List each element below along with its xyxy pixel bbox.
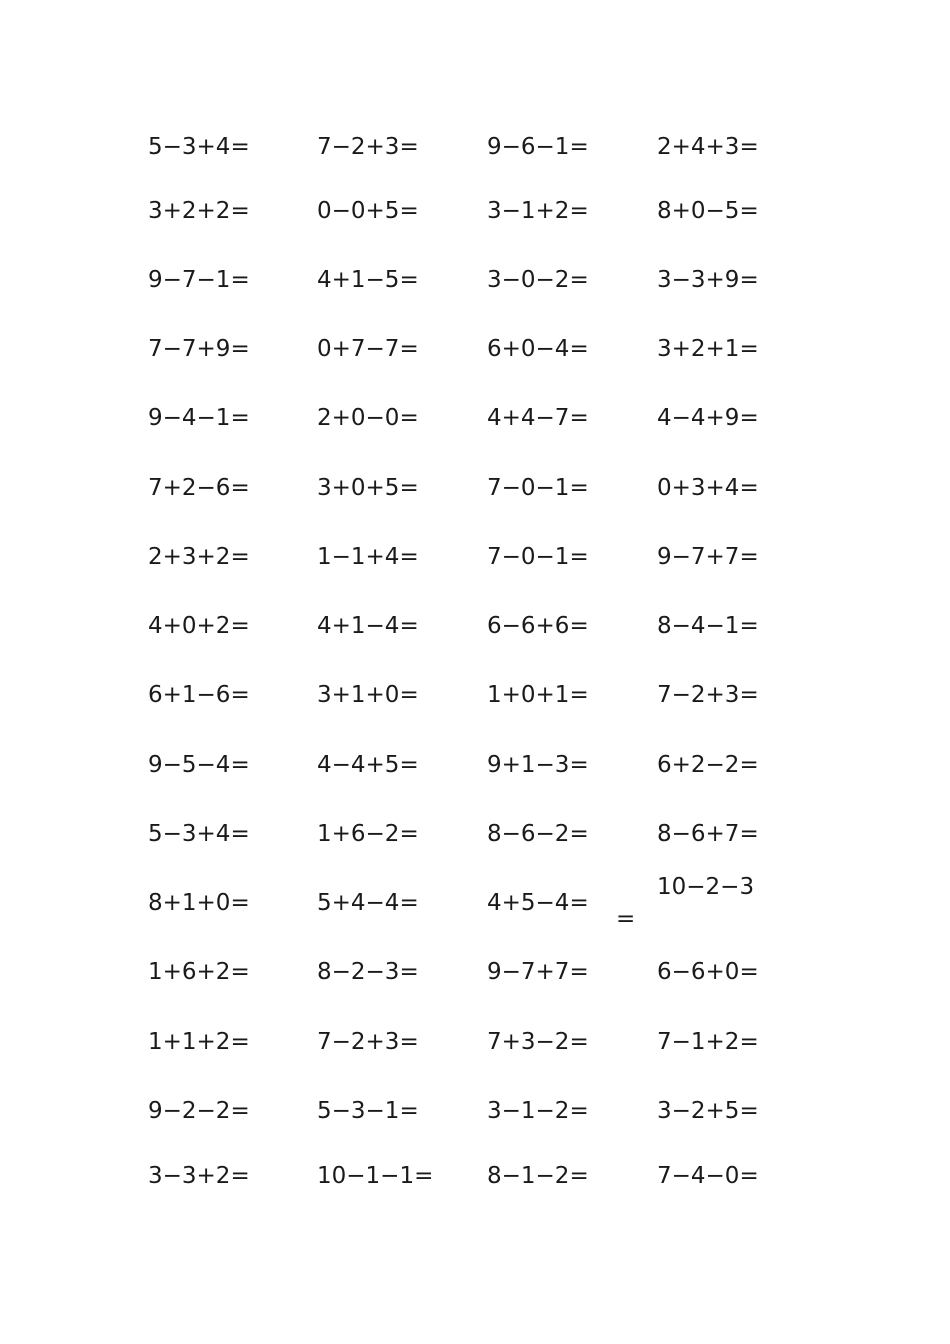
problem-r8-c3: 6−6+6= bbox=[487, 613, 589, 639]
problem-r14-c1: 1+1+2= bbox=[148, 1029, 250, 1055]
problem-r13-c3: 9−7+7= bbox=[487, 959, 589, 985]
problem-r13-c1: 1+6+2= bbox=[148, 959, 250, 985]
problem-r5-c4: 4−4+9= bbox=[657, 405, 759, 431]
problem-r3-c4: 3−3+9= bbox=[657, 267, 759, 293]
problem-r11-c1: 5−3+4= bbox=[148, 821, 250, 847]
problem-r7-c2: 1−1+4= bbox=[317, 544, 419, 570]
problem-r10-c4: 6+2−2= bbox=[657, 752, 759, 778]
problem-r11-c2: 1+6−2= bbox=[317, 821, 419, 847]
problem-r15-c2: 5−3−1= bbox=[317, 1098, 419, 1124]
problem-r16-c1: 3−3+2= bbox=[148, 1163, 250, 1189]
problem-r7-c1: 2+3+2= bbox=[148, 544, 250, 570]
problem-r12-c3: 4+5−4= bbox=[487, 890, 589, 916]
problem-r9-c1: 6+1−6= bbox=[148, 682, 250, 708]
problem-r1-c4: 2+4+3= bbox=[657, 134, 759, 160]
problem-r10-c1: 9−5−4= bbox=[148, 752, 250, 778]
problem-r11-c4: 8−6+7= bbox=[657, 821, 759, 847]
problem-r1-c3: 9−6−1= bbox=[487, 134, 589, 160]
problem-r6-c2: 3+0+5= bbox=[317, 475, 419, 501]
problem-r6-c3: 7−0−1= bbox=[487, 475, 589, 501]
problem-r15-c4: 3−2+5= bbox=[657, 1098, 759, 1124]
problem-r4-c1: 7−7+9= bbox=[148, 336, 250, 362]
problem-r15-c1: 9−2−2= bbox=[148, 1098, 250, 1124]
problem-r6-c4: 0+3+4= bbox=[657, 475, 759, 501]
problem-r5-c1: 9−4−1= bbox=[148, 405, 250, 431]
problem-r13-c4: 6−6+0= bbox=[657, 959, 759, 985]
problem-r8-c4: 8−4−1= bbox=[657, 613, 759, 639]
problem-r16-c2: 10−1−1= bbox=[317, 1163, 434, 1189]
problem-r2-c1: 3+2+2= bbox=[148, 198, 250, 224]
problem-r1-c1: 5−3+4= bbox=[148, 134, 250, 160]
problem-r14-c4: 7−1+2= bbox=[657, 1029, 759, 1055]
problem-r12-c4: 10−2−3 bbox=[657, 874, 755, 900]
problem-r4-c3: 6+0−4= bbox=[487, 336, 589, 362]
problem-r2-c2: 0−0+5= bbox=[317, 198, 419, 224]
problem-r3-c1: 9−7−1= bbox=[148, 267, 250, 293]
problem-r3-c2: 4+1−5= bbox=[317, 267, 419, 293]
problem-r14-c3: 7+3−2= bbox=[487, 1029, 589, 1055]
problem-r2-c3: 3−1+2= bbox=[487, 198, 589, 224]
problem-r9-c4: 7−2+3= bbox=[657, 682, 759, 708]
problem-r5-c2: 2+0−0= bbox=[317, 405, 419, 431]
problem-r6-c1: 7+2−6= bbox=[148, 475, 250, 501]
problem-r5-c3: 4+4−7= bbox=[487, 405, 589, 431]
problem-r14-c2: 7−2+3= bbox=[317, 1029, 419, 1055]
problem-r15-c3: 3−1−2= bbox=[487, 1098, 589, 1124]
problem-r8-c1: 4+0+2= bbox=[148, 613, 250, 639]
problem-r16-c4: 7−4−0= bbox=[657, 1163, 759, 1189]
problem-r13-c2: 8−2−3= bbox=[317, 959, 419, 985]
problem-r10-c3: 9+1−3= bbox=[487, 752, 589, 778]
wrapped-equals-sign: = bbox=[616, 906, 636, 932]
problem-r8-c2: 4+1−4= bbox=[317, 613, 419, 639]
problem-r12-c2: 5+4−4= bbox=[317, 890, 419, 916]
problem-r3-c3: 3−0−2= bbox=[487, 267, 589, 293]
problem-r9-c3: 1+0+1= bbox=[487, 682, 589, 708]
problem-r1-c2: 7−2+3= bbox=[317, 134, 419, 160]
problem-r16-c3: 8−1−2= bbox=[487, 1163, 589, 1189]
problem-r9-c2: 3+1+0= bbox=[317, 682, 419, 708]
problem-r10-c2: 4−4+5= bbox=[317, 752, 419, 778]
problem-r4-c2: 0+7−7= bbox=[317, 336, 419, 362]
problem-r7-c4: 9−7+7= bbox=[657, 544, 759, 570]
problem-r7-c3: 7−0−1= bbox=[487, 544, 589, 570]
problem-r11-c3: 8−6−2= bbox=[487, 821, 589, 847]
problem-r12-c1: 8+1+0= bbox=[148, 890, 250, 916]
problem-r2-c4: 8+0−5= bbox=[657, 198, 759, 224]
problem-r4-c4: 3+2+1= bbox=[657, 336, 759, 362]
